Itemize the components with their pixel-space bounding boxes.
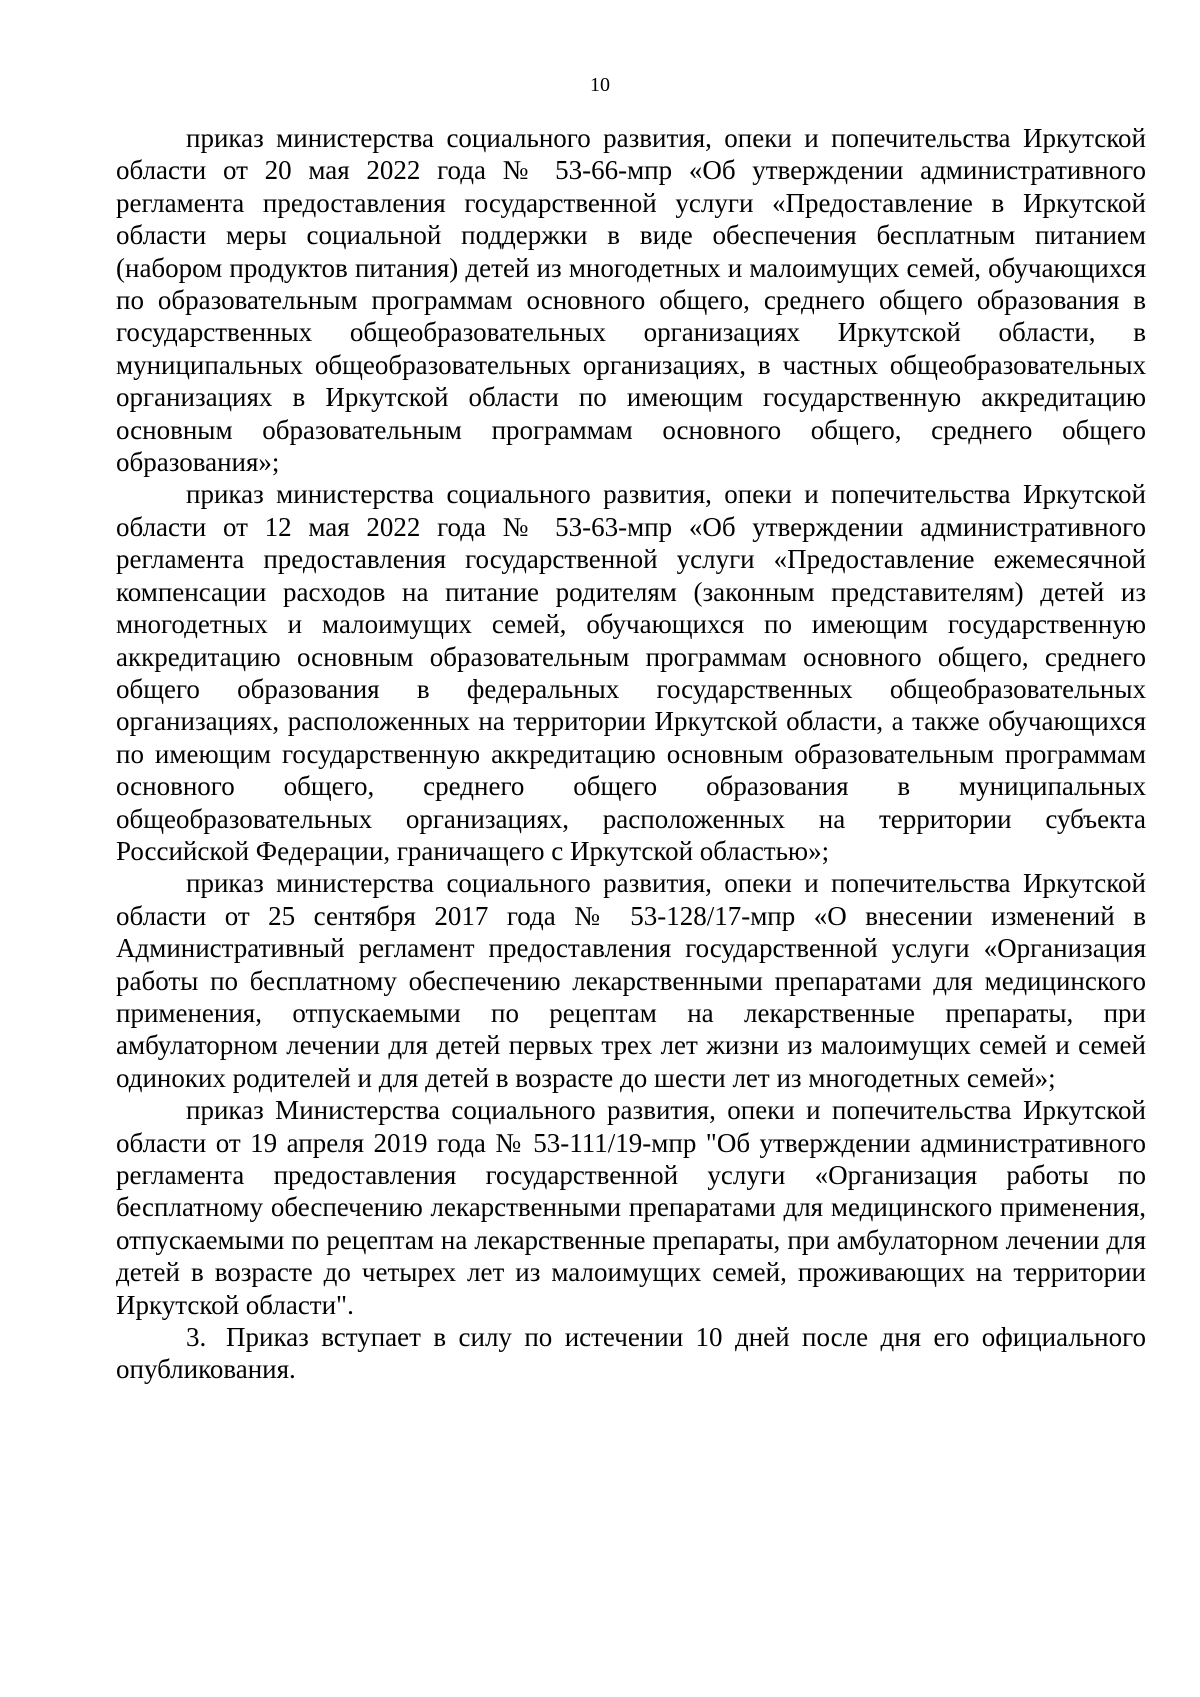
item-text: Приказ вступает в силу по истечении 10 дней после дня его официального опубликования. bbox=[116, 1322, 1146, 1385]
paragraph-order-53-63: приказ министерства социального развития, опеки и попечительства Иркутской области от 12 мая 2022 года № 53-63-мпр «Об утверждении административного регламента предоставления государственной услуги «Предоставление ежемесячной компенсации расходов на питание родителям (законным представителям) детей из многодетных и малоимущих семей, обучающихся по имеющим государственную аккредитацию основным образовательным программам основного общего, среднего общего образования в федеральных государственных общеобразовательных организациях, расположенных на территории Иркутской области, а также обучающихся по имеющим государственную аккредитацию основным образовательным программам основного общего, среднего общего образования в муниципальных общеобразовательных организациях, расположенных на территории субъекта Российской Федерации, граничащего с Иркутской областью»; bbox=[116, 479, 1146, 866]
paragraph-item-3 bbox=[116, 1321, 1146, 1386]
paragraph-order-53-128-17: приказ министерства социального развития, опеки и попечительства Иркутской области от 25 сентября 2017 года № 53-128/17-мпр «О внесении изменений в Административный регламент предоставления государственной услуги «Организация работы по бесплатному обеспечению лекарственными препаратами для медицинского применения, отпускаемыми по рецептам на лекарственные препараты, при амбулаторном лечении для детей первых трех лет жизни из малоимущих семей и семей одиноких родителей и для детей в возрасте до шести лет из многодетных семей»; bbox=[116, 868, 1146, 1093]
document-body bbox=[116, 122, 1146, 1386]
item-number: 3. bbox=[186, 1322, 207, 1353]
page-number: 10 bbox=[590, 74, 610, 96]
paragraph-order-53-66: приказ министерства социального развития, опеки и попечительства Иркутской области от 20 мая 2022 года № 53-66-мпр «Об утверждении административного регламента предоставления государственной услуги «Предоставление в Иркутской области меры социальной поддержки в виде обеспечения бесплатным питанием (набором продуктов питания) детей из многодетных и малоимущих семей, обучающихся по образовательным программам основного общего, среднего общего образования в государственных общеобразовательных организациях Иркутской области, в муниципальных общеобразовательных организациях, в частных общеобразовательных организациях в Иркутской области по имеющим государственную аккредитацию основным образовательным программам основного общего, среднего общего образования»; bbox=[116, 123, 1146, 478]
paragraph-order-53-111-19: приказ Министерства социального развития, опеки и попечительства Иркутской области от 19 апреля 2019 года № 53-111/19-мпр "Об утверждении административного регламента предоставления государственной услуги «Организация работы по бесплатному обеспечению лекарственными препаратами для медицинского применения, отпускаемыми по рецептам на лекарственные препараты, при амбулаторном лечении для детей в возрасте до четырех лет из малоимущих семей, проживающих на территории Иркутской области". bbox=[116, 1095, 1146, 1320]
